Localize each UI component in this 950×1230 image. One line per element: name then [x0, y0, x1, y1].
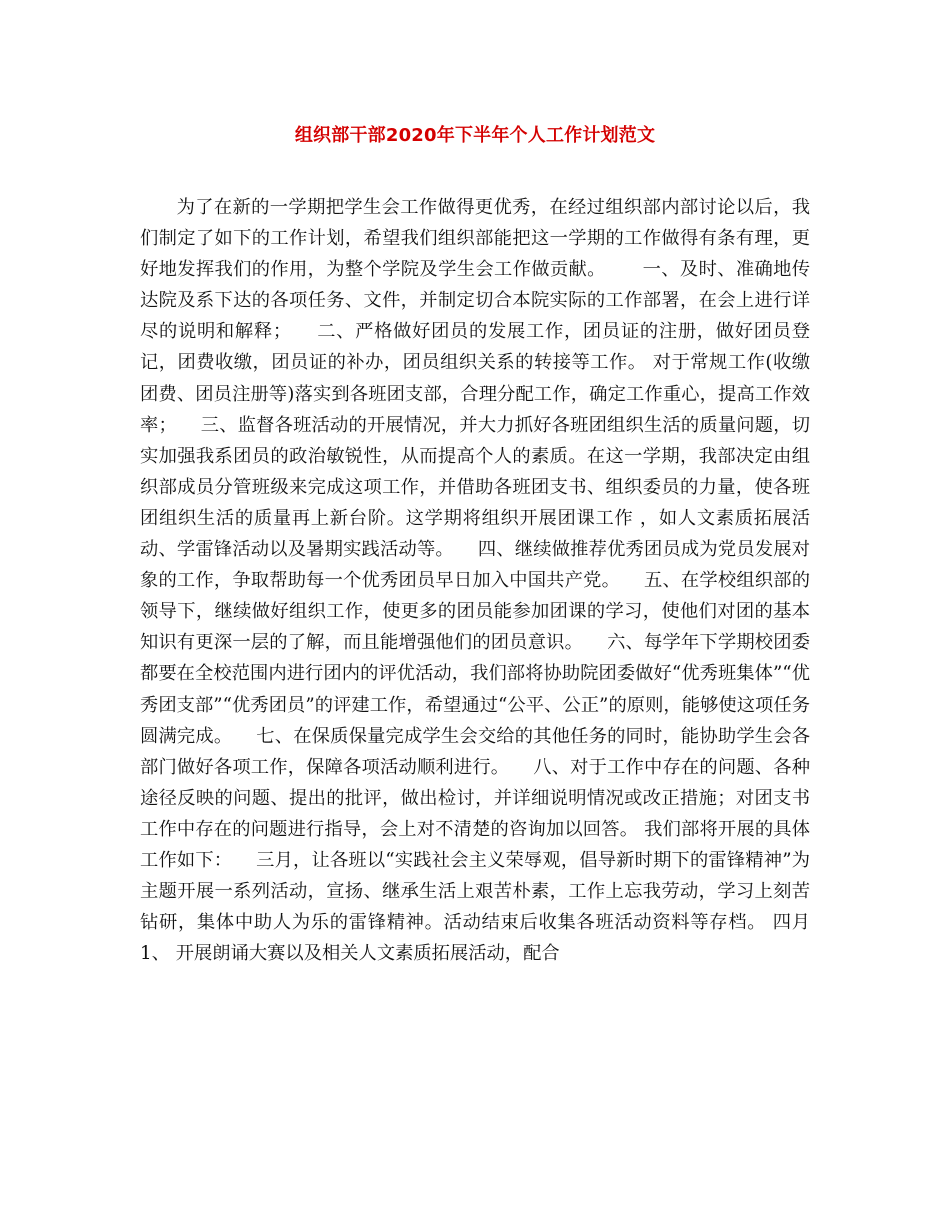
document-title: 组织部干部2020年下半年个人工作计划范文 [294, 125, 656, 146]
document-body-paragraph: 为了在新的一学期把学生会工作做得更优秀，在经过组织部内部讨论以后，我们制定了如下的工作计划，希望我们组织部能把这一学期的工作做得有条有理，更好地发挥我们的作用，为整个学院及学生会工作做贡献。 一、及时、准确地传达院及系下达的各项任务、文件，并制定切合本院实际的工作部署，在会上进行详尽的说明和解释； 二、严格做好团员的发展工作，团员证的注册，做好团员登记，团费收缴，团员证的补办，团员组织关系的转接等工作。 对于常规工作(收缴团费、团员注册等)落实到各班团支部，合理分配工作，确定工作重心，提高工作效率； 三、监督各班活动的开展情况，并大力抓好各班团组织生活的质量问题，切实加强我系团员的政治敏锐性，从而提高个人的素质。在这一学期，我部决定由组织部成员分管班级来完成这项工作，并借助各班团支书、组织委员的力量，使各班团组织生活的质量再上新台阶。这学期将组织开展团课工作 ，如人文素质拓展活动、学雷锋活动以及暑期实践活动等。 四、继续做推荐优秀团员成为党员发展对象的工作，争取帮助每一个优秀团员早日加入中国共产党。 五、在学校组织部的领导下，继续做好组织工作，使更多的团员能参加团课的学习，使他们对团的基本知识有更深一层的了解，而且能增强他们的团员意识。 六、每学年下学期校团委都要在全校范围内进行团内的评优活动，我们部将协助院团委做好“优秀班集体”“优秀团支部”“优秀团员”的评建工作，希望通过“公平、公正”的原则，能够使这项任务圆满完成。 七、在保质保量完成学生会交给的其他任务的同时，能协助学生会各部门做好各项工作，保障各项活动顺利进行。 八、对于工作中存在的问题、各种途径反映的问题、提出的批评，做出检讨，并详细说明情况或改正措施；对团支书工作中存在的问题进行指导，会上对不清楚的咨询加以回答。 我们部将开展的具体工作如下： 三月，让各班以“实践社会主义荣辱观，倡导新时期下的雷锋精神”为主题开展一系列活动，宣扬、继承生活上艰苦朴素，工作上忘我劳动，学习上刻苦钻研，集体中助人为乐的雷锋精神。活动结束后收集各班活动资料等存档。 四月 1、 开展朗诵大赛以及相关人文素质拓展活动，配合 [140, 197, 816, 965]
